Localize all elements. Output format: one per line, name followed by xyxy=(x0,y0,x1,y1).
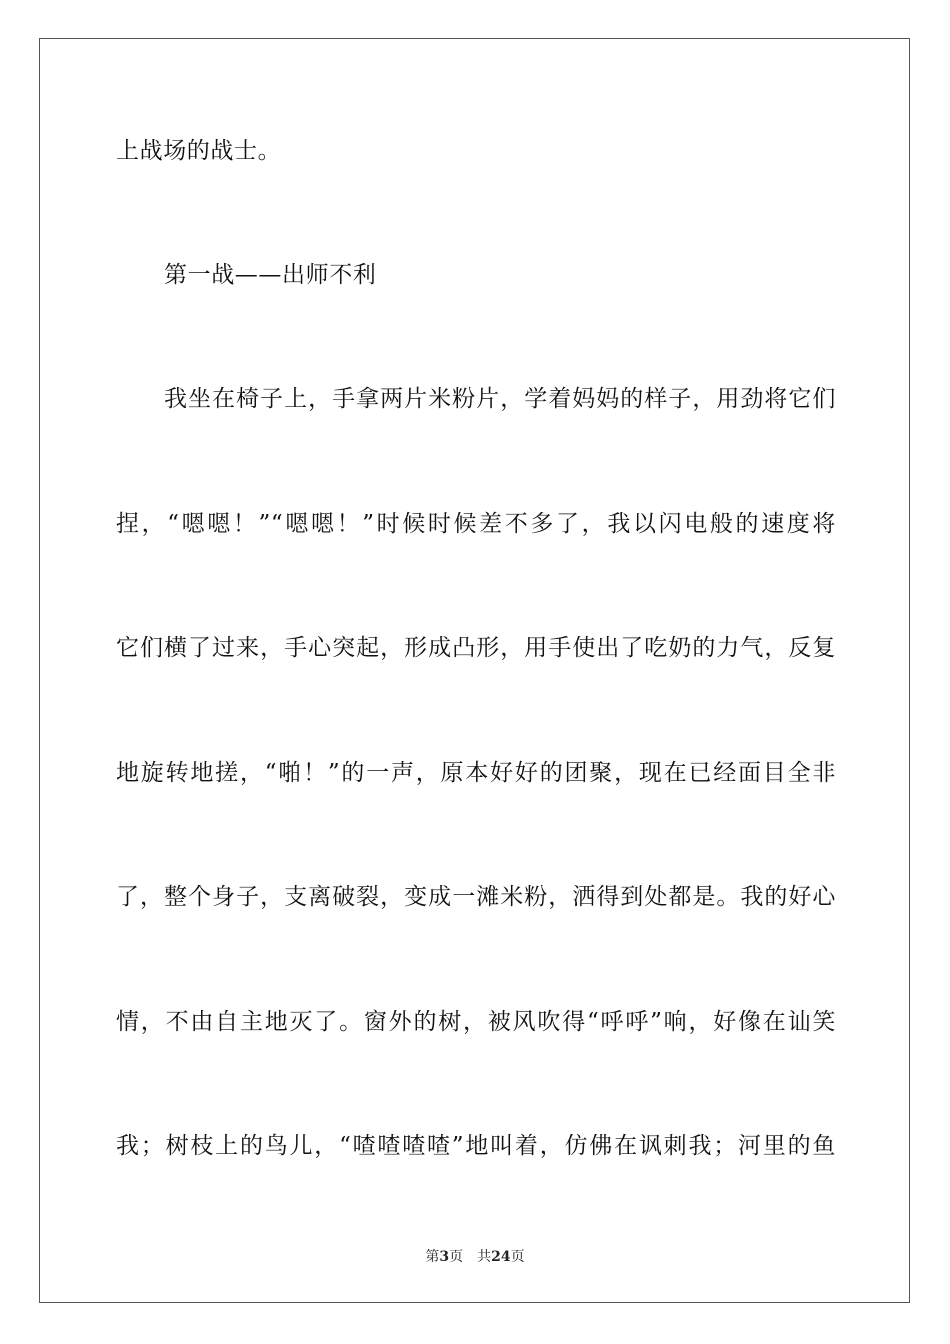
text-line-5: 它们横了过来，手心突起，形成凸形，用手使出了吃奶的力气，反复 xyxy=(116,635,836,661)
text-line-6: 地旋转地搓，“啪！”的一声，原本好好的团聚，现在已经面目全非 xyxy=(116,760,836,786)
section-heading: 第一战——出师不利 xyxy=(164,262,377,288)
page-border xyxy=(39,38,910,1303)
text-line-3: 我坐在椅子上，手拿两片米粉片，学着妈妈的样子，用劲将它们 xyxy=(164,386,836,412)
total-pages: 24 xyxy=(491,1249,511,1265)
page-number: 3 xyxy=(439,1249,450,1265)
page-suffix: 页 xyxy=(449,1249,464,1265)
text-line-9: 我；树枝上的鸟儿，“喳喳喳喳”地叫着，仿佛在讽刺我；河里的鱼 xyxy=(116,1133,836,1159)
page-prefix: 第 xyxy=(425,1249,440,1265)
total-prefix: 共 xyxy=(477,1249,492,1265)
text-line-7: 了，整个身子，支离破裂，变成一滩米粉，洒得到处都是。我的好心 xyxy=(116,884,836,910)
text-line-8: 情，不由自主地灭了。窗外的树，被风吹得“呼呼”响，好像在讪笑 xyxy=(116,1009,836,1035)
text-line-4: 捏，“嗯嗯！”“嗯嗯！”时候时候差不多了，我以闪电般的速度将 xyxy=(116,511,836,537)
total-suffix: 页 xyxy=(510,1249,525,1265)
page-footer xyxy=(0,1248,950,1266)
text-line-1: 上战场的战士。 xyxy=(116,138,282,164)
